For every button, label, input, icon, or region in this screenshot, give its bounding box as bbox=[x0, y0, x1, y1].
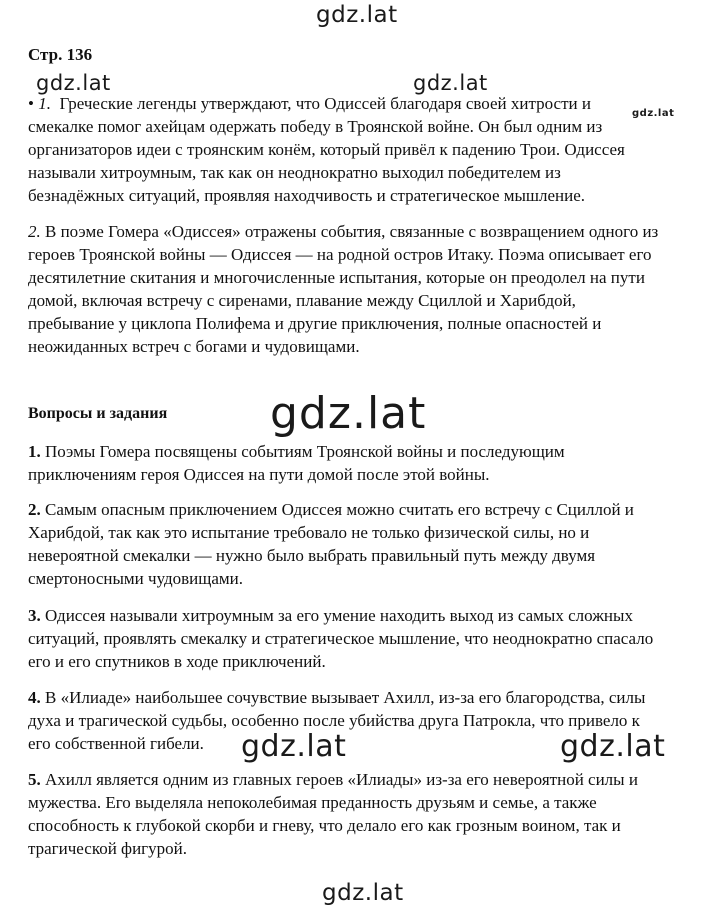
item-number: 5. bbox=[28, 770, 41, 789]
text-line bbox=[28, 604, 688, 627]
text-line: безнадёжных ситуаций, проявляя находчивость и стратегическое мышление. bbox=[28, 186, 586, 205]
text-line bbox=[28, 768, 688, 791]
line-text: Греческие легенды утверждают, что Одиссей благодаря своей хитрости и bbox=[59, 94, 591, 113]
watermark: gdz.lat bbox=[270, 388, 427, 439]
line-text: Ахилл является одним из главных героев «Илиады» из-за его невероятной силы и bbox=[45, 770, 638, 789]
text-line: организаторов идеи с троянским конём, который привёл к падению Трои. Одиссея bbox=[28, 140, 625, 159]
item-number: 1. bbox=[38, 94, 51, 113]
section-title: Вопросы и задания bbox=[28, 405, 168, 422]
line-text: Самым опасным приключением Одиссея можно считать его встречу с Сциллой и bbox=[45, 500, 634, 519]
intro-answer-2 bbox=[28, 220, 688, 358]
text-line: невероятной смекалки — нужно было выбрать правильный путь между двумя bbox=[28, 546, 596, 565]
text-line bbox=[28, 686, 688, 709]
watermark: gdz.lat bbox=[322, 880, 404, 906]
question-answer-3 bbox=[28, 604, 688, 673]
watermark: gdz.lat bbox=[316, 2, 398, 28]
question-answer-5 bbox=[28, 768, 688, 860]
watermark: gdz.lat bbox=[560, 729, 666, 764]
text-line: способность к глубокой скорби и гневу, что делало его как грозным воином, так и bbox=[28, 816, 621, 835]
item-number: 2. bbox=[28, 222, 41, 241]
item-number: 1. bbox=[28, 442, 41, 461]
text-line: пребывание у циклопа Полифема и другие приключения, полные опасностей и bbox=[28, 314, 602, 333]
text-line: мужества. Его выделяла непоколебимая преданность друзьям и семье, а также bbox=[28, 793, 597, 812]
item-number: 4. bbox=[28, 688, 41, 707]
watermark: gdz.lat bbox=[413, 71, 488, 95]
page-title: Стр. 136 bbox=[28, 45, 93, 64]
question-answer-1 bbox=[28, 440, 688, 486]
watermark: gdz.lat bbox=[241, 729, 347, 764]
item-number: 2. bbox=[28, 500, 41, 519]
text-line bbox=[28, 220, 688, 243]
watermark: gdz.lat bbox=[36, 71, 111, 95]
text-line bbox=[28, 498, 688, 521]
text-line: духа и трагической судьбы, особенно после убийства друга Патрокла, что привело к bbox=[28, 711, 640, 730]
text-line: ситуаций, проявлять смекалку и стратегическое мышление, что неоднократно спасало bbox=[28, 629, 654, 648]
question-answer-2 bbox=[28, 498, 688, 590]
line-text: В поэме Гомера «Одиссея» отражены события, связанные с возвращением одного из bbox=[45, 222, 659, 241]
watermark: gdz.lat bbox=[632, 108, 675, 119]
bullet: • bbox=[28, 94, 34, 113]
question-answer-4 bbox=[28, 686, 688, 755]
text-line bbox=[28, 440, 688, 463]
line-text: Одиссея называли хитроумным за его умение находить выход из самых сложных bbox=[45, 606, 633, 625]
text-line: героев Троянской войны — Одиссея — на родной остров Итаку. Поэма описывает его bbox=[28, 245, 652, 264]
text-line: его собственной гибели. bbox=[28, 734, 204, 753]
line-text: В «Илиаде» наибольшее сочувствие вызывает Ахилл, из-за его благородства, силы bbox=[45, 688, 646, 707]
intro-answer-1 bbox=[28, 92, 688, 207]
item-number: 3. bbox=[28, 606, 41, 625]
text-line: смекалке помог ахейцам одержать победу в Троянской войне. Он был одним из bbox=[28, 117, 603, 136]
text-line: смертоносными чудовищами. bbox=[28, 569, 244, 588]
text-line: приключениям героя Одиссея на пути домой после этой войны. bbox=[28, 465, 490, 484]
text-line bbox=[28, 92, 688, 115]
text-line: десятилетние скитания и многочисленные испытания, которые он преодолел на пути bbox=[28, 268, 645, 287]
text-line: трагической фигурой. bbox=[28, 839, 187, 858]
text-line: домой, включая встречу с сиренами, плавание между Сциллой и Харибдой, bbox=[28, 291, 576, 310]
text-line: его и его спутников в ходе приключений. bbox=[28, 652, 326, 671]
text-line: Харибдой, так как это испытание требовало не только физической силы, но и bbox=[28, 523, 590, 542]
text-line: неожиданных встреч с богами и чудовищами. bbox=[28, 337, 360, 356]
text-line: называли хитроумным, так как он неоднократно выходил победителем из bbox=[28, 163, 561, 182]
line-text: Поэмы Гомера посвящены событиям Троянской войны и последующим bbox=[45, 442, 565, 461]
